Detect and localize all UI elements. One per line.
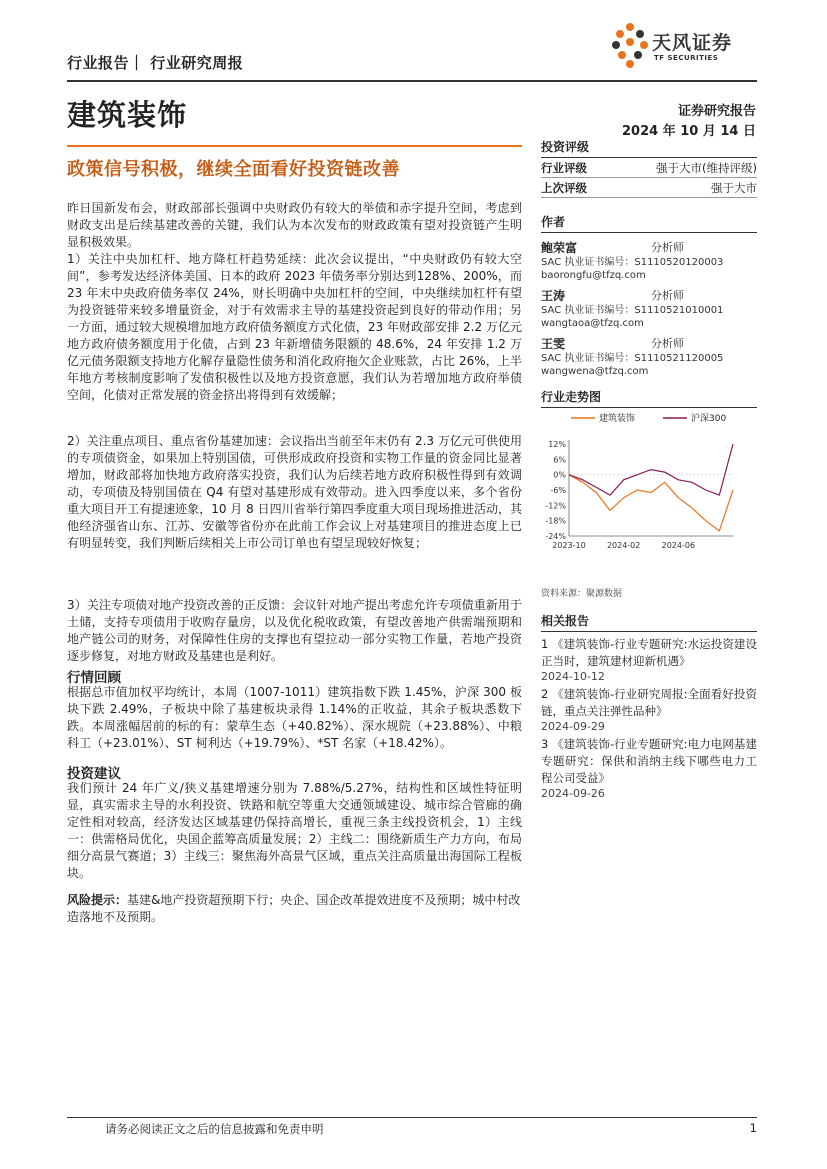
related-item[interactable] bbox=[541, 636, 757, 683]
authors-title: 作者 bbox=[541, 213, 757, 233]
logo-mark-icon bbox=[610, 22, 650, 68]
related-item-date: 2024-09-26 bbox=[541, 787, 605, 800]
related-item[interactable] bbox=[541, 686, 757, 733]
trend-chart-svg bbox=[541, 408, 757, 583]
author-email[interactable]: baorongfu@tfzq.com bbox=[541, 270, 646, 281]
market-review-paragraph bbox=[67, 684, 522, 752]
point-2-text: 2）关注重点项目、重点省份基建加速：会议指出当前至年末仍有 2.3 万亿元可供使用的专项债资金，如果加上特别国债，可供形成政府投资和实物工作量的资金同比显著增加，财政部将加快地方政府落实投资，我们认为后续若地方政府积极性得到有效调动，专项债及特别国债在 Q4 有望对基建形成有效带动。进入四季度以来，多个省份重大项目开工有提速迹象，10 月 8 日四川省举行第四季度重大项目现场推进活动，其他经济强省山东、江苏、安徽等省份亦在此前工作会议上对基建项目的推进态度上已有明显转变，我们判断后续相关上市公司订单也有望呈现较好恢复； bbox=[67, 434, 522, 550]
author-email[interactable]: wangwena@tfzq.com bbox=[541, 366, 649, 377]
sector-title: 建筑装饰 bbox=[67, 98, 188, 132]
logo-text-cn: 天风证券 bbox=[652, 32, 733, 54]
related-item-title[interactable]: 1 《建筑装饰-行业专题研究:水运投资建设正当时，建筑建材迎新机遇》 bbox=[541, 637, 757, 668]
point-3-text: 3）关注专项债对地产投资改善的正反馈：会议针对地产提出考虑允许专项债重新用于土储，支持专项债用于收购存量房，以及优化税收政策，有望改善地产供需端预期和地产链公司的财务，对保障性住房的支撑也有望拉动一部分实物工作量，若地产投资逐步修复，对地方财政及基建也是利好。 bbox=[67, 598, 522, 663]
series-line bbox=[569, 475, 733, 531]
point-1-text: 1）关注中央加杠杆、地方降杠杆趋势延续：此次会议提出，“中央财政仍有较大空间”，参考发达经济体美国、日本的政府 2023 年债务率分别达到128%、200%，而 23 年末中央政府债务率仅 24%，财长明确中央加杠杆的空间，中央继续加杠杆有望为投资链带来较多增量资金，对于有效需求主导的基建投资起到良好的带动作用；另一方面，通过较大规模增加地方政府债务额度方式化债，23 年财政部安排 2.2 万亿元地方政府债务额度用于化债，占到 23 年新增债务限额的 48.6%，24 年安排 1.2 万亿元债务限额支持地方化解存量隐性债务和消化政府拖欠企业账款，占比 26%，上半年地方考核制度影响了发债积极性以及地方投资意愿，我们认为若增加地方政府举债空间，化债对正常发展的资金挤出将得到有效缓解； bbox=[67, 252, 522, 402]
related-item[interactable] bbox=[541, 736, 757, 800]
logo-text-en: TF SECURITIES bbox=[654, 54, 719, 62]
investment-advice-text: 我们预计 24 年广义/狭义基建增速分别为 7.88%/5.27%，结构性和区域性特征明显，真实需求主导的水利投资、铁路和航空等重大交通领域建设、城市综合管廊的确定性相对较高，经济发达区域基建仍保持高增长，重视三条主线投资机会，1）主线一：供需格局优化，央国企蓝筹高质量发展；2）主线二：围绕新质生产力方向，布局细分高景气赛道；3）主线三：聚焦海外高景气区域，重点关注高质量出海国际工程板块。 bbox=[67, 781, 522, 880]
page-number: 1 bbox=[749, 1121, 757, 1135]
author-name: 鲍荣富 bbox=[541, 241, 578, 255]
investment-advice-paragraph bbox=[67, 780, 522, 882]
related-panel bbox=[541, 612, 757, 800]
author-email[interactable]: wangtaoa@tfzq.com bbox=[541, 318, 644, 329]
author-cert: SAC 执业证书编号：S1110521010001 bbox=[541, 305, 724, 316]
intro-text: 昨日国新发布会，财政部部长强调中央财政仍有较大的举债和赤字提升空间，考虑到财政支出是后续基建改善的关键，我们认为本次发布的财政政策有望对投资链产生明显积极效果。 bbox=[67, 201, 522, 249]
rating-title: 投资评级 bbox=[541, 138, 757, 158]
x-tick-label: 2024-06 bbox=[661, 541, 696, 550]
series-line bbox=[569, 444, 733, 495]
related-item-title[interactable]: 2 《建筑装饰-行业研究周报:全面看好投资链，重点关注弹性品种》 bbox=[541, 687, 757, 718]
company-logo bbox=[610, 22, 760, 70]
rating-key: 上次评级 bbox=[541, 180, 587, 195]
y-tick-label: 6% bbox=[553, 455, 566, 465]
footer-divider bbox=[67, 1117, 757, 1118]
report-date: 2024 年 10 月 14 日 bbox=[622, 124, 756, 139]
rating-row bbox=[541, 158, 757, 178]
market-review-title: 行情回顾 bbox=[67, 670, 121, 686]
trend-panel bbox=[541, 388, 757, 408]
author-role: 分析师 bbox=[651, 241, 684, 254]
author-name: 王雯 bbox=[541, 337, 566, 351]
legend-label: 建筑装饰 bbox=[599, 414, 636, 424]
rating-row bbox=[541, 178, 757, 198]
footer-disclaimer: 请务必阅读正文之后的信息披露和免责申明 bbox=[105, 1122, 324, 1136]
x-tick-label: 2023-10 bbox=[552, 541, 586, 550]
related-title: 相关报告 bbox=[541, 612, 757, 632]
legend-label: 沪深300 bbox=[691, 414, 727, 424]
related-item-date: 2024-09-29 bbox=[541, 720, 605, 733]
rating-panel bbox=[541, 138, 757, 198]
author-card bbox=[541, 335, 757, 378]
risk-paragraph bbox=[67, 892, 522, 926]
headline: 政策信号积极，继续全面看好投资链改善 bbox=[67, 159, 400, 180]
header-divider bbox=[67, 80, 757, 82]
y-tick-label: -6% bbox=[550, 486, 566, 495]
y-tick-label: 12% bbox=[548, 440, 566, 449]
author-card bbox=[541, 239, 757, 282]
author-card bbox=[541, 287, 757, 330]
intro-paragraph bbox=[67, 200, 522, 251]
report-type: 行业报告｜ 行业研究周报 bbox=[67, 54, 244, 72]
y-tick-label: 0% bbox=[553, 470, 566, 480]
x-tick-label: 2024-02 bbox=[606, 541, 641, 550]
point-2-paragraph bbox=[67, 433, 522, 552]
y-tick-label: -24% bbox=[545, 532, 566, 541]
investment-advice-title: 投资建议 bbox=[67, 766, 121, 782]
y-tick-label: -18% bbox=[545, 516, 566, 526]
author-role: 分析师 bbox=[651, 337, 684, 350]
related-item-date: 2024-10-12 bbox=[541, 670, 605, 683]
author-name: 王涛 bbox=[541, 289, 566, 303]
point-1-paragraph bbox=[67, 251, 522, 404]
author-role: 分析师 bbox=[651, 289, 684, 302]
risk-label: 风险提示： bbox=[67, 893, 128, 907]
risk-text: 基建&地产投资超预期下行；央企、国企改革提效进度不及预期；城中村改造落地不及预期。 bbox=[67, 893, 521, 924]
trend-title: 行业走势图 bbox=[541, 388, 757, 408]
point-3-paragraph bbox=[67, 597, 522, 665]
authors-panel bbox=[541, 213, 757, 378]
chart-source: 资料来源：聚源数据 bbox=[541, 589, 623, 599]
y-tick-label: -12% bbox=[545, 501, 566, 511]
market-review-text: 根据总市值加权平均统计，本周（1007-1011）建筑指数下跌 1.45%，沪深 300 板块下跌 2.49%，子板块中除了基建板块录得 1.14%的正收益，其余子板块悉数下跌。本周涨幅居前的标的有：蒙草生态（+40.82%）、深水规院（+23.88%）、中粮科工（+23.01%）、ST 柯利达（+19.79%）、*ST 名家（+18.42%）。 bbox=[67, 685, 522, 750]
headline-divider bbox=[67, 145, 522, 147]
report-kind: 证券研究报告 bbox=[677, 104, 756, 119]
trend-chart bbox=[541, 408, 757, 583]
rating-key: 行业评级 bbox=[541, 160, 587, 175]
author-cert: SAC 执业证书编号：S1110520120003 bbox=[541, 257, 724, 268]
rating-value: 强于大市(维持评级) bbox=[656, 160, 757, 175]
rating-value: 强于大市 bbox=[711, 180, 757, 195]
author-cert: SAC 执业证书编号：S1110521120005 bbox=[541, 353, 724, 364]
related-item-title[interactable]: 3 《建筑装饰-行业专题研究:电力电网基建专题研究：保供和消纳主线下哪些电力工程公司受益》 bbox=[541, 737, 757, 785]
